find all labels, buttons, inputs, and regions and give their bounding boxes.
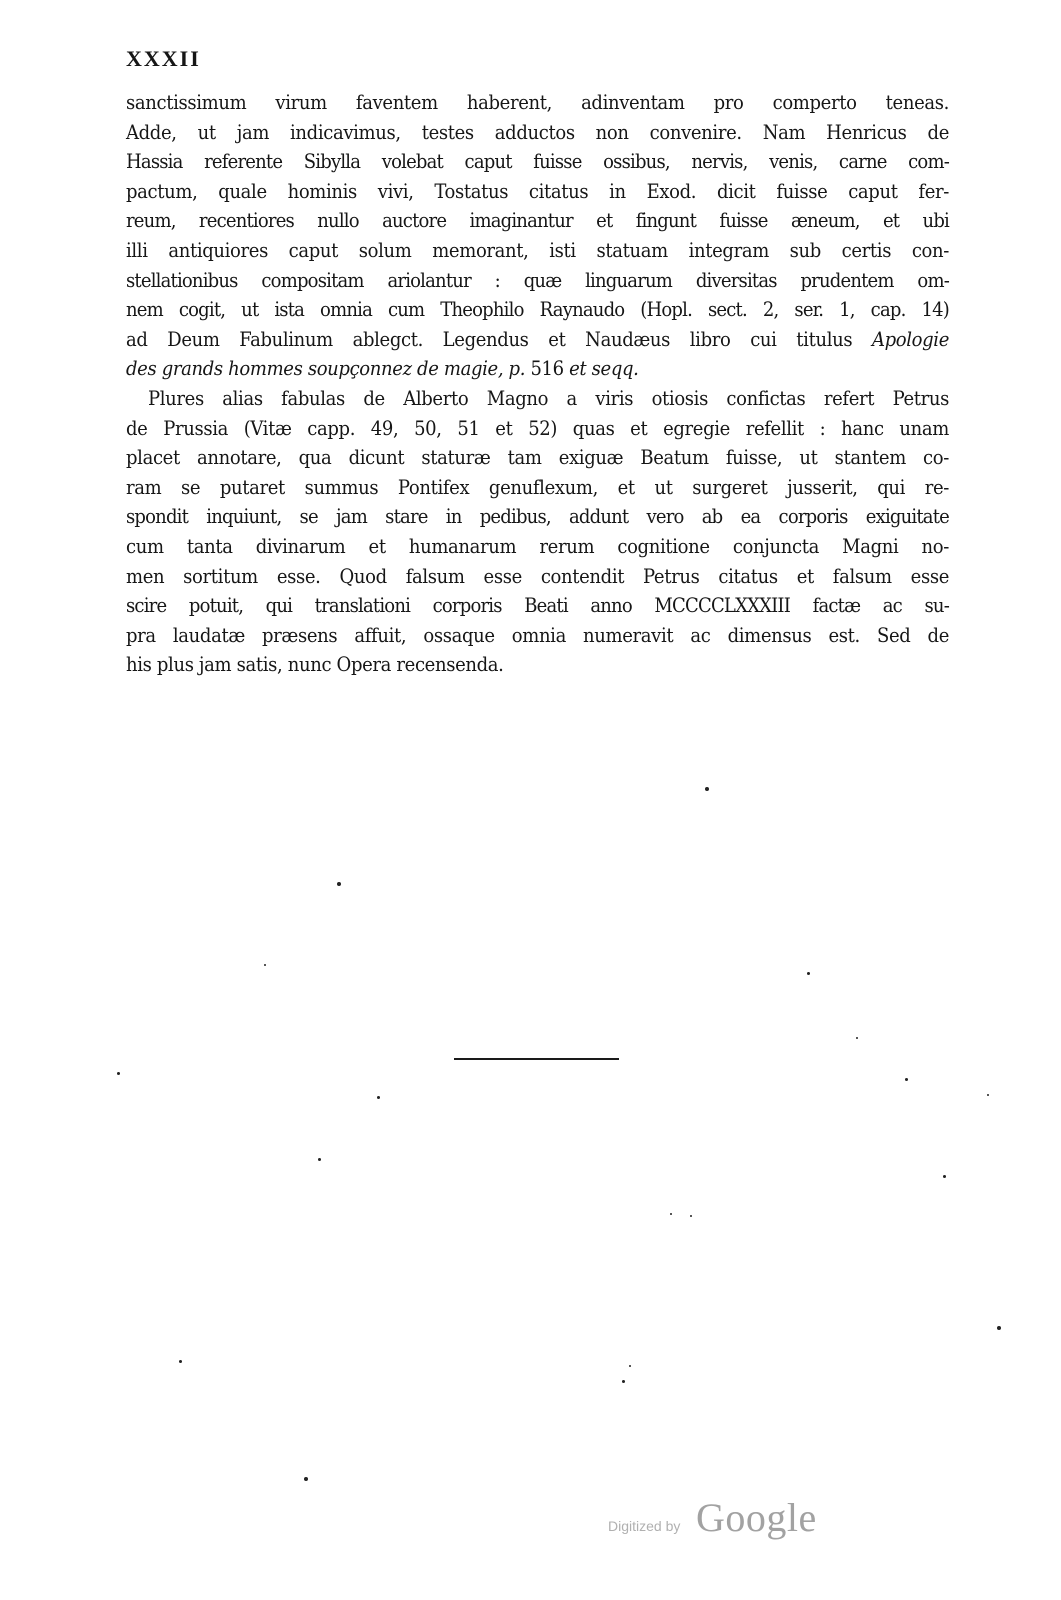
text-line: his plus jam satis, nunc Opera recensenda. (126, 652, 504, 677)
text-line: Hassia referente Sibylla volebat caput fuisse ossibus, nervis, venis, carne com- (126, 149, 949, 174)
scan-speck (318, 1158, 321, 1161)
scan-speck (622, 1380, 625, 1383)
body-text (126, 88, 949, 680)
scan-speck (337, 882, 341, 886)
scan-speck (987, 1094, 989, 1096)
text-line: Plures alias fabulas de Alberto Magno a viris otiosis confictas refert Petrus (148, 385, 949, 410)
text-line: sanctissimum virum faventem haberent, adinventam pro comperto teneas. (126, 90, 949, 114)
scan-speck (943, 1175, 946, 1178)
scan-speck (629, 1365, 631, 1367)
text-line: cum tanta divinarum et humanarum rerum cognitione conjuncta Magni no- (126, 533, 949, 558)
text-line: pra laudatæ præsens affuit, ossaque omnia numeravit ac dimensus est. Sed de (126, 622, 949, 647)
watermark-small-text: Digitized by (608, 1518, 681, 1534)
scan-speck (690, 1215, 692, 1217)
text-line: scire potuit, qui translationi corporis Beati anno MCCCCLXXXIII factæ ac su- (126, 593, 949, 618)
scan-speck (705, 787, 709, 791)
scan-speck (179, 1360, 182, 1363)
book-title-italic: Apologie (871, 326, 949, 351)
text-line (126, 325, 949, 355)
text-line: illi antiquiores caput solum memorant, isti statuam integram sub certis con- (126, 237, 949, 262)
text-line: de Prussia (Vitæ capp. 49, 50, 51 et 52) quas et egregie refellit : hanc unam (126, 415, 949, 440)
scan-speck (997, 1326, 1001, 1330)
scan-speck (377, 1096, 380, 1099)
text-line: pactum, quale hominis vivi, Tostatus citatus in Exod. dicit fuisse caput fer- (126, 178, 949, 203)
text-line: spondit inquiunt, se jam stare in pedibus, addunt vero ab ea corporis exiguitate (126, 504, 949, 529)
text-span: ad Deum Fabulinum ablegct. Legendus et Naudæus libro cui titulus (126, 326, 853, 351)
scan-speck (264, 964, 266, 966)
text-line: nem cogit, ut ista omnia cum Theophilo Raynaudo (Hopl. sect. 2, ser. 1, cap. 14) (126, 297, 949, 322)
scan-speck (905, 1078, 908, 1081)
text-line: placet annotare, qua dicunt staturæ tam exiguæ Beatum fuisse, ut stantem co- (126, 445, 949, 470)
text-line: Adde, ut jam indicavimus, testes adductos non convenire. Nam Henricus de (126, 119, 949, 144)
scan-speck (670, 1213, 672, 1215)
text-line: ram se putaret summus Pontifex genuflexum, et ut surgeret jusserit, qui re- (126, 474, 949, 499)
seqq-italic: et seqq. (569, 356, 639, 381)
text-line: reum, recentiores nullo auctore imaginantur et fingunt fuisse æneum, et ubi (126, 208, 949, 233)
scan-speck (807, 972, 810, 975)
book-title-italic: des grands hommes soupçonnez de magie, p. (126, 356, 526, 381)
text-line: men sortitum esse. Quod falsum esse contendit Petrus citatus et falsum esse (126, 563, 949, 588)
scan-speck (856, 1037, 858, 1039)
google-logo-text: Google (696, 1495, 817, 1540)
text-line (126, 354, 949, 384)
page-reference: 516 (530, 356, 564, 381)
scan-speck (117, 1072, 120, 1075)
scan-speck (304, 1477, 308, 1481)
text-line: stellationibus compositam ariolantur : quæ linguarum diversitas prudentem om- (126, 267, 949, 292)
digitized-watermark (608, 1494, 822, 1544)
page-number: XXXII (126, 46, 201, 71)
section-end-rule (454, 1058, 619, 1060)
